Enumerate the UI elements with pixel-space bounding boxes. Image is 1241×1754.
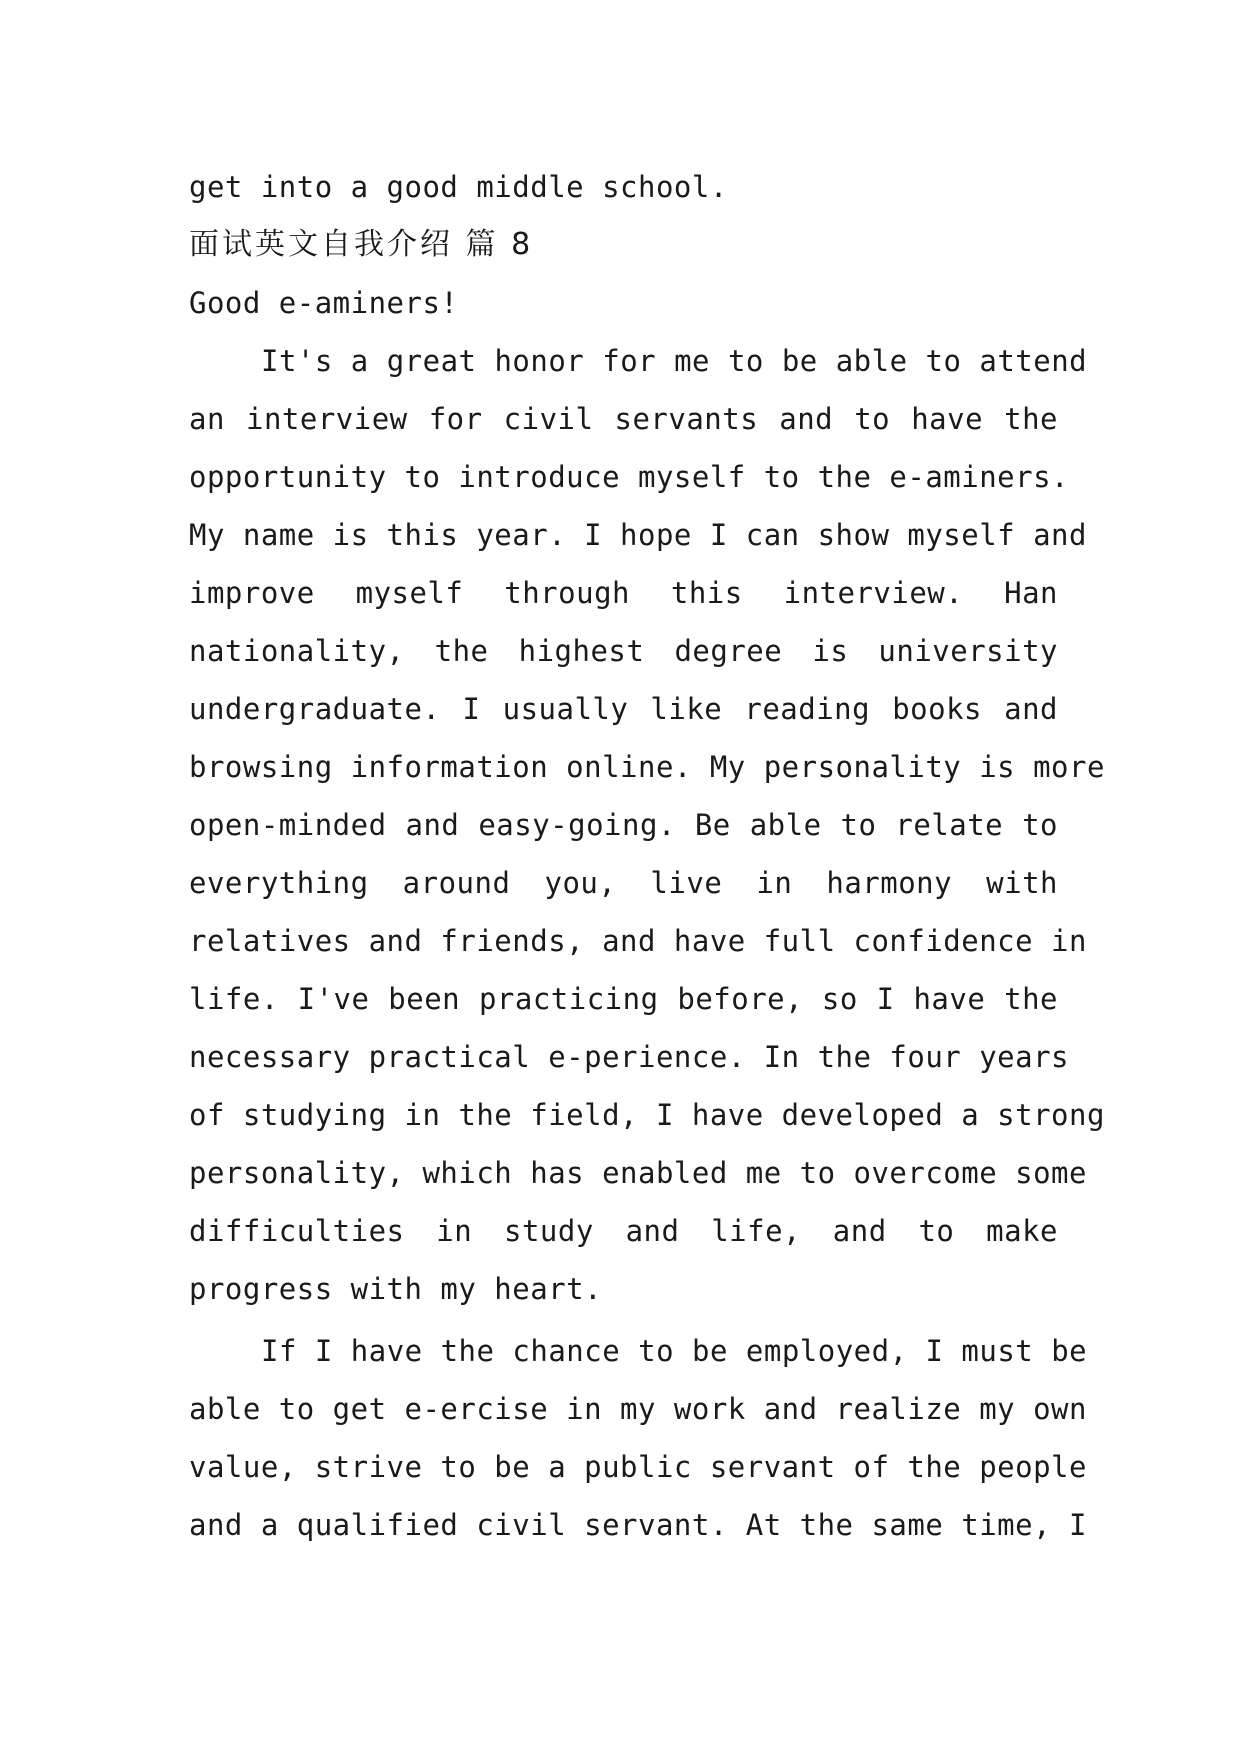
paragraph-line: If I have the chance to be employed, I must be	[261, 1334, 1088, 1368]
paragraph-line: It's a great honor for me to be able to attend	[261, 344, 1088, 378]
paragraph-line: progress with my heart.	[189, 1272, 603, 1306]
paragraph-2	[189, 1322, 1088, 1554]
greeting-line: Good e-aminers!	[189, 286, 459, 320]
paragraph-line: undergraduate. I usually like reading books and	[189, 692, 1058, 726]
paragraph-line: improve myself through this interview. Han	[189, 576, 1058, 610]
paragraph-1	[189, 332, 1105, 1318]
paragraph-line: able to get e-ercise in my work and realize my own	[189, 1392, 1087, 1426]
paragraph-line: personality, which has enabled me to overcome some	[189, 1156, 1087, 1190]
paragraph-line: of studying in the field, I have developed a strong	[189, 1098, 1105, 1132]
paragraph-line: and a qualified civil servant. At the same time, I	[189, 1508, 1087, 1542]
paragraph-line: necessary practical e-perience. In the four years	[189, 1040, 1070, 1074]
paragraph-line: browsing information online. My personality is more	[189, 750, 1105, 784]
section-heading: 面试英文自我介绍 篇 8	[189, 227, 534, 262]
paragraph-line: difficulties in study and life, and to make	[189, 1214, 1058, 1248]
paragraph-line: everything around you, live in harmony with	[189, 866, 1058, 900]
paragraph-line: nationality, the highest degree is university	[189, 634, 1058, 668]
continuation-line: get into a good middle school.	[189, 170, 728, 204]
paragraph-line: value, strive to be a public servant of the people	[189, 1450, 1087, 1484]
paragraph-line: My name is this year. I hope I can show myself and	[189, 518, 1087, 552]
paragraph-line: life. I've been practicing before, so I have the	[189, 982, 1058, 1016]
paragraph-line: an interview for civil servants and to have the	[189, 402, 1058, 436]
paragraph-line: opportunity to introduce myself to the e-aminers.	[189, 460, 1070, 494]
paragraph-line: relatives and friends, and have full confidence in	[189, 924, 1087, 958]
paragraph-line: open-minded and easy-going. Be able to relate to	[189, 808, 1058, 842]
